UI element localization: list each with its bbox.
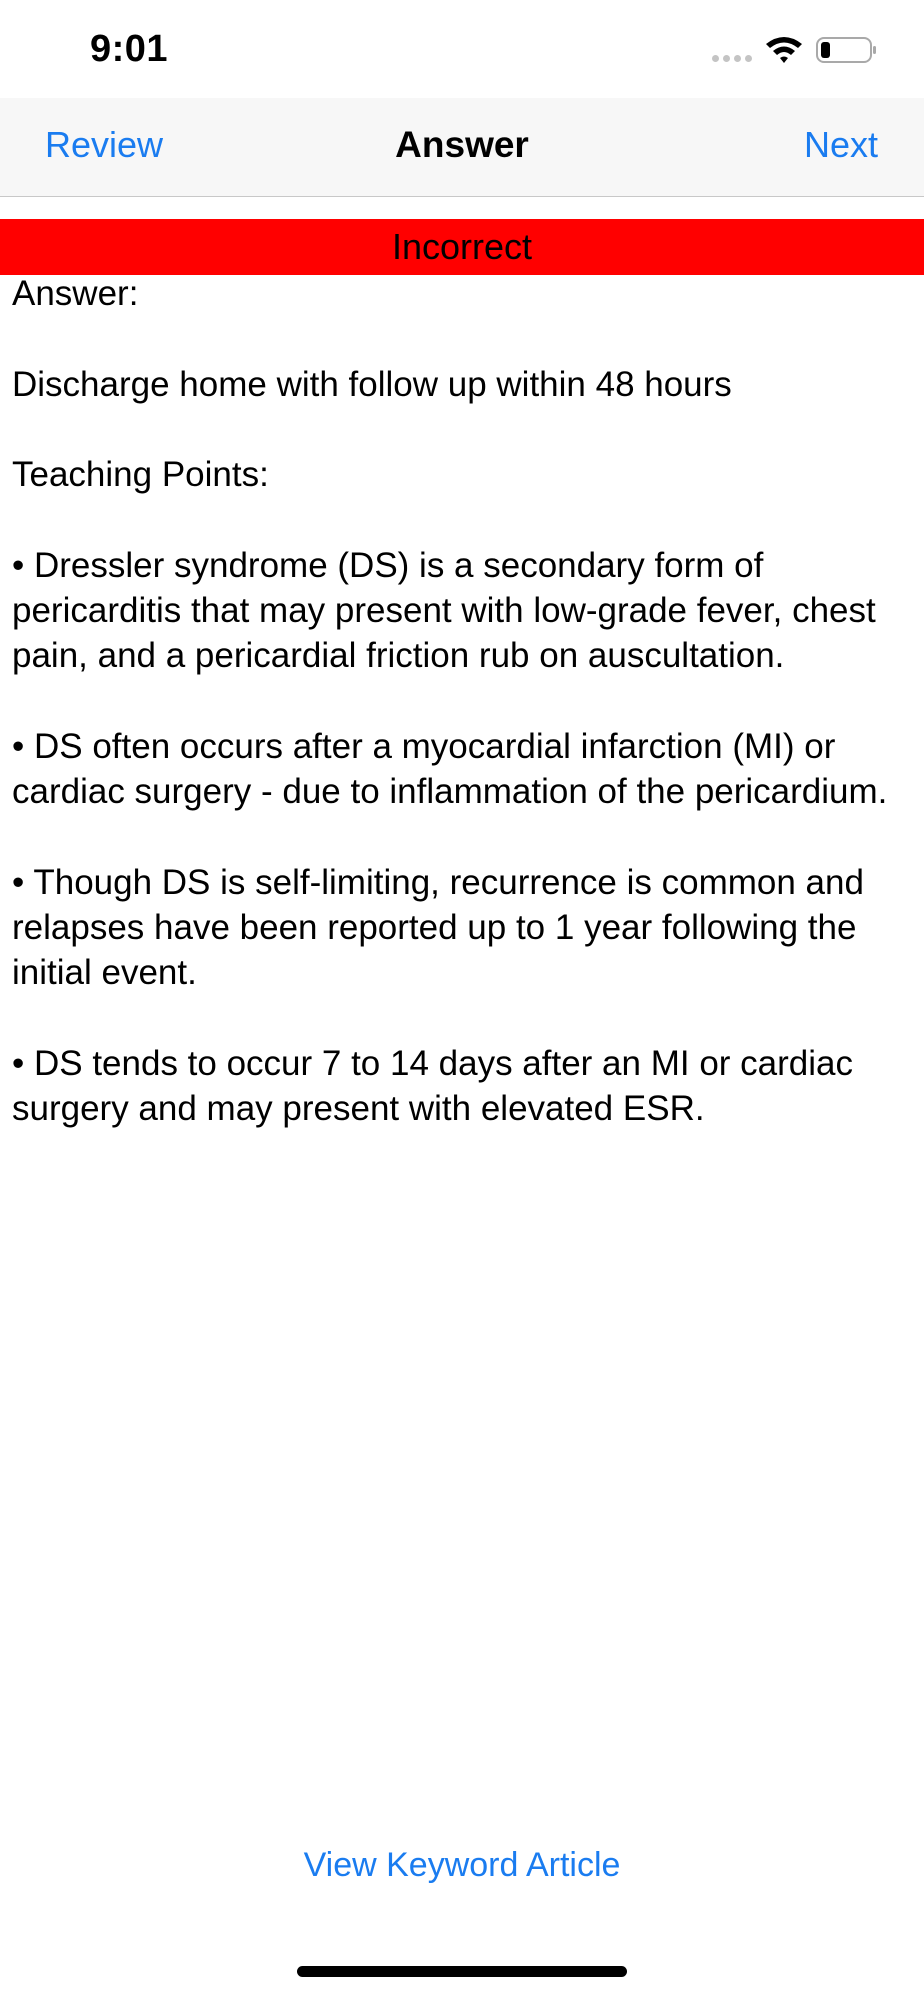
view-keyword-article-link[interactable]: View Keyword Article (303, 1846, 621, 1884)
result-banner: Incorrect (0, 219, 924, 275)
review-button[interactable]: Review (45, 124, 164, 165)
wifi-icon (764, 34, 804, 64)
teaching-points-heading: Teaching Points: (12, 455, 269, 495)
status-bar (0, 0, 924, 98)
answer-value: Discharge home with follow up within 48 hours (12, 364, 732, 404)
teaching-point: • DS often occurs after a myocardial infarction (MI) or cardiac surgery - due to inflammation of the pericardium. (12, 726, 888, 812)
teaching-point: • DS tends to occur 7 to 14 days after an MI or cardiac surgery and may present with elevated ESR. (12, 1044, 853, 1129)
navigation-bar (0, 98, 924, 197)
page-title: Answer (395, 124, 529, 165)
battery-icon (816, 36, 878, 64)
teaching-point: • Though DS is self-limiting, recurrence is common and relapses have been reported up to 1 year following the initial event. (12, 862, 864, 993)
home-indicator[interactable] (297, 1966, 627, 1977)
next-button[interactable]: Next (803, 124, 878, 165)
signal-dots-icon (712, 55, 752, 62)
status-time: 9:01 (90, 28, 169, 70)
answer-content (12, 271, 912, 1177)
answer-heading: Answer: (12, 274, 139, 313)
teaching-point: • Dressler syndrome (DS) is a secondary form of pericarditis that may present with low-grade fever, chest pain, and a pericardial friction rub on auscultation. (12, 545, 876, 676)
